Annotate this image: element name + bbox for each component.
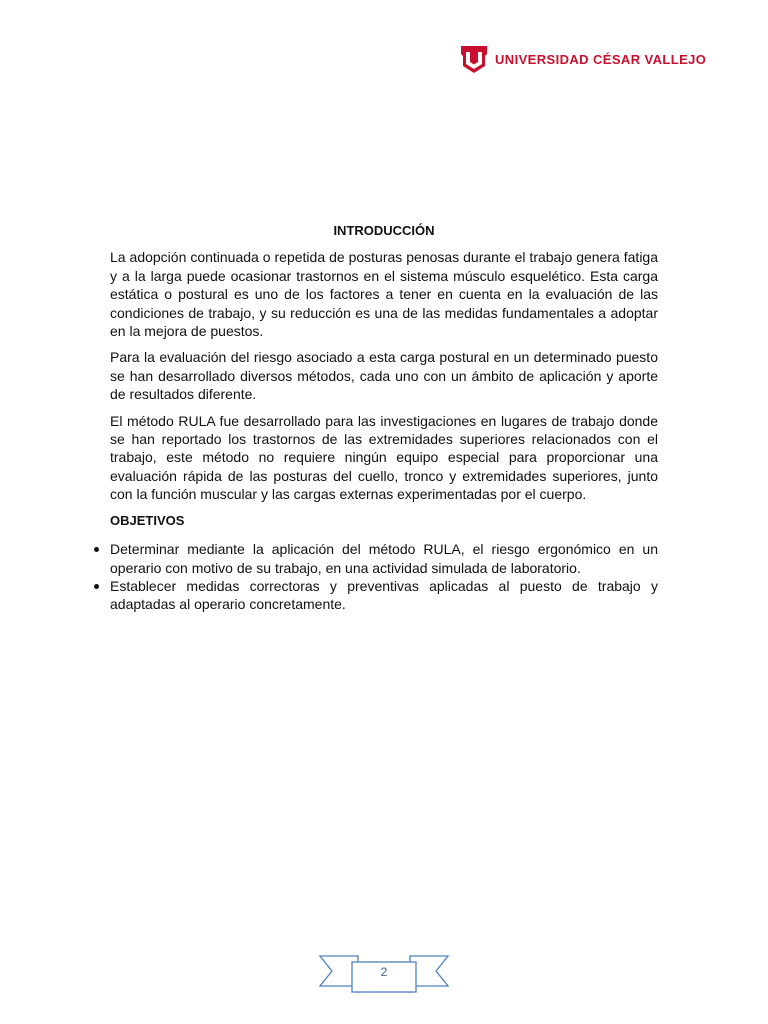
university-logo [460, 44, 706, 74]
objective-item [110, 577, 658, 614]
objective-item [110, 540, 658, 577]
page-number: 2 [380, 965, 388, 979]
intro-paragraph: La adopción continuada o repetida de posturas penosas durante el trabajo genera fatiga y a la larga puede ocasionar trastornos en el sistema músculo esquelético. Esta carga estática o postural es uno de los factores a tener en cuenta en la evaluación de las condiciones de trabajo, y su reducción es una de las medidas fundamentales a adoptar en la mejora de puestos. [110, 249, 658, 340]
introduction-heading: INTRODUCCIÓN [333, 223, 435, 238]
intro-paragraph: El método RULA fue desarrollado para las investigaciones en lugares de trabajo donde se han reportado los trastornos de las extremidades superiores relacionados con el trabajo, este método no requiere ningún equipo especial para proporcionar una evaluación rápida de las posturas del cuello, tronco y extremidades superiores, junto con la función muscular y las cargas externas experimentadas por el cuerpo. [110, 412, 658, 503]
intro-paragraph: Para la evaluación del riesgo asociado a esta carga postural en un determinado puesto se han desarrollado diversos métodos, cada uno con un ámbito de aplicación y aporte de resultados diferente. [110, 349, 658, 403]
objectives-list [110, 540, 658, 614]
bullet-icon [94, 584, 99, 589]
university-name: UNIVERSIDAD CÉSAR VALLEJO [495, 51, 707, 67]
objective-text: Establecer medidas correctoras y preventivas aplicadas al puesto de trabajo y adaptadas al operario concretamente. [110, 577, 658, 613]
document-body [110, 222, 658, 614]
shield-logo-icon [460, 44, 488, 74]
objective-text: Determinar mediante la aplicación del método RULA, el riesgo ergonómico en un operario con motivo de su trabajo, en una actividad simulada de laboratorio. [110, 541, 658, 576]
objectives-heading: OBJETIVOS [110, 512, 185, 528]
bullet-icon [94, 547, 99, 552]
